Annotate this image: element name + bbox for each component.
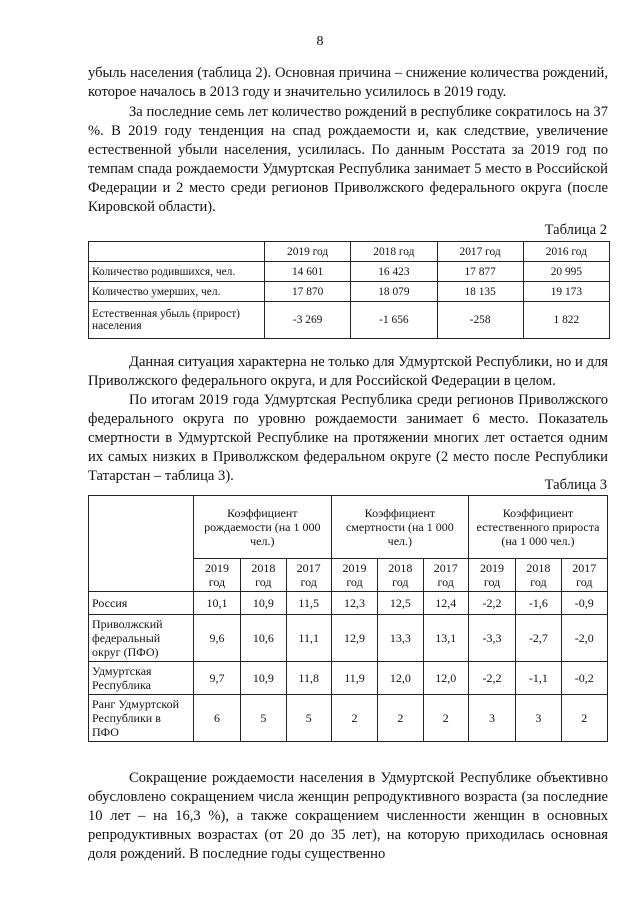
table-cell: 3 [468, 695, 515, 742]
column-header: 2019 год [193, 559, 240, 592]
table-cell: -258 [437, 302, 523, 339]
table-cell: -1 656 [351, 302, 437, 339]
table-row [89, 695, 608, 742]
table-row [89, 262, 610, 282]
table-row [89, 302, 610, 339]
table-cell: 19 173 [523, 282, 609, 302]
row-label: Количество умерших, чел. [89, 282, 265, 302]
table-cell: 12,5 [378, 592, 423, 615]
table-cell: 9,7 [193, 662, 240, 695]
table-cell: 12,3 [331, 592, 377, 615]
table-cell: 10,9 [241, 592, 286, 615]
table-cell: 11,5 [286, 592, 331, 615]
table-row [89, 282, 610, 302]
table-cell: 2 [423, 695, 468, 742]
table-cell [89, 496, 194, 592]
table-cell: 13,1 [423, 615, 468, 662]
paragraph-5: Сокращение рождаемости населения в Удмуртской Республике объективно обусловлено сокращением числа женщин репродуктивного возраста (за последние 10 лет – на 16,3 %), а также сокращением численности женщин в основных репродуктивных возрастах (от 20 до 35 лет), на которую приходилась основная доля рождений. В последние годы существенно [88, 770, 608, 862]
table-cell: -2,7 [516, 615, 561, 662]
table-cell: 12,4 [423, 592, 468, 615]
table-cell: 14 601 [265, 262, 351, 282]
table-2-caption: Таблица 2 [544, 222, 607, 238]
table-3 [88, 495, 608, 742]
table-cell: 16 423 [351, 262, 437, 282]
group-header: Коэффициент рождаемости (на 1 000 чел.) [193, 496, 331, 559]
table-cell: 18 079 [351, 282, 437, 302]
column-header: 2017 год [286, 559, 331, 592]
table-cell: 11,8 [286, 662, 331, 695]
table-cell: -0,9 [561, 592, 607, 615]
table-cell: 5 [241, 695, 286, 742]
row-label: Россия [89, 592, 194, 615]
table-row [89, 615, 608, 662]
table-cell [89, 242, 265, 262]
table-cell: 6 [193, 695, 240, 742]
table-row [89, 592, 608, 615]
table-cell: 17 877 [437, 262, 523, 282]
table-cell: 3 [516, 695, 561, 742]
table-3-caption: Таблица 3 [544, 477, 607, 493]
table-cell: -3,3 [468, 615, 515, 662]
column-header: 2018 год [351, 242, 437, 262]
table-cell: -1,6 [516, 592, 561, 615]
table-cell: 2 [378, 695, 423, 742]
table-row [89, 242, 610, 262]
table-cell: 11,1 [286, 615, 331, 662]
column-header: 2016 год [523, 242, 609, 262]
group-header: Коэффициент смертности (на 1 000 чел.) [331, 496, 468, 559]
table-cell: 12,0 [378, 662, 423, 695]
paragraph-3: Данная ситуация характерна не только для Удмуртской Республики, но и для Приволжского федерального округа, и для Российской Федерации в целом. [88, 354, 608, 389]
table-cell: -2,2 [468, 592, 515, 615]
table-cell: 20 995 [523, 262, 609, 282]
table-row [89, 496, 608, 559]
column-header: 2017 год [561, 559, 607, 592]
page-number: 8 [316, 34, 324, 49]
column-header: 2017 год [437, 242, 523, 262]
paragraph-1: убыль населения (таблица 2). Основная причина – снижение количества рождений, которое началось в 2013 году и значительно усилилось в 2019 году. [88, 65, 608, 100]
column-header: 2018 год [516, 559, 561, 592]
table-cell: 12,0 [423, 662, 468, 695]
table-cell: 17 870 [265, 282, 351, 302]
paragraph-2: За последние семь лет количество рождений в республике сократилось на 37 %. В 2019 году тенденция на спад рождаемости и, как следствие, увеличение естественной убыли населения, усилилась. По данным Росстата за 2019 год по темпам спада рождаемости Удмуртская Республика занимает 5 место в Российской Федерации и 2 место среди регионов Приволжского федерального округа (после Кировской области). [88, 104, 608, 215]
column-header: 2018 год [241, 559, 286, 592]
table-cell: 10,9 [241, 662, 286, 695]
column-header: 2017 год [423, 559, 468, 592]
table-cell: 5 [286, 695, 331, 742]
table-row [89, 662, 608, 695]
table-cell: 11,9 [331, 662, 377, 695]
row-label: Ранг Удмуртской Республики в ПФО [89, 695, 194, 742]
column-header: 2019 год [265, 242, 351, 262]
row-label: Приволжский федеральный округ (ПФО) [89, 615, 194, 662]
table-cell: 1 822 [523, 302, 609, 339]
table-cell: 9,6 [193, 615, 240, 662]
table-2 [88, 241, 610, 339]
table-cell: -2,0 [561, 615, 607, 662]
table-cell: 2 [331, 695, 377, 742]
table-cell: 12,9 [331, 615, 377, 662]
row-label: Удмуртская Республика [89, 662, 194, 695]
table-cell: -1,1 [516, 662, 561, 695]
group-header: Коэффициент естественного прироста (на 1 000 чел.) [468, 496, 607, 559]
column-header: 2018 год [378, 559, 423, 592]
row-label: Естественная убыль (прирост) населения [89, 302, 265, 339]
table-cell: 10,1 [193, 592, 240, 615]
row-label: Количество родившихся, чел. [89, 262, 265, 282]
column-header: 2019 год [331, 559, 377, 592]
table-cell: -3 269 [265, 302, 351, 339]
table-cell: -0,2 [561, 662, 607, 695]
table-cell: 13,3 [378, 615, 423, 662]
paragraph-4: По итогам 2019 года Удмуртская Республика среди регионов Приволжского федерального округа по уровню рождаемости занимает 6 место. Показатель смертности в Удмуртской Республике на протяжении многих лет остается одним их самых низких в Приволжском федеральном округе (2 место после Республики Татарстан – таблица 3). [88, 392, 608, 484]
table-cell: 18 135 [437, 282, 523, 302]
column-header: 2019 год [468, 559, 515, 592]
table-cell: 10,6 [241, 615, 286, 662]
table-cell: 2 [561, 695, 607, 742]
table-cell: -2,2 [468, 662, 515, 695]
